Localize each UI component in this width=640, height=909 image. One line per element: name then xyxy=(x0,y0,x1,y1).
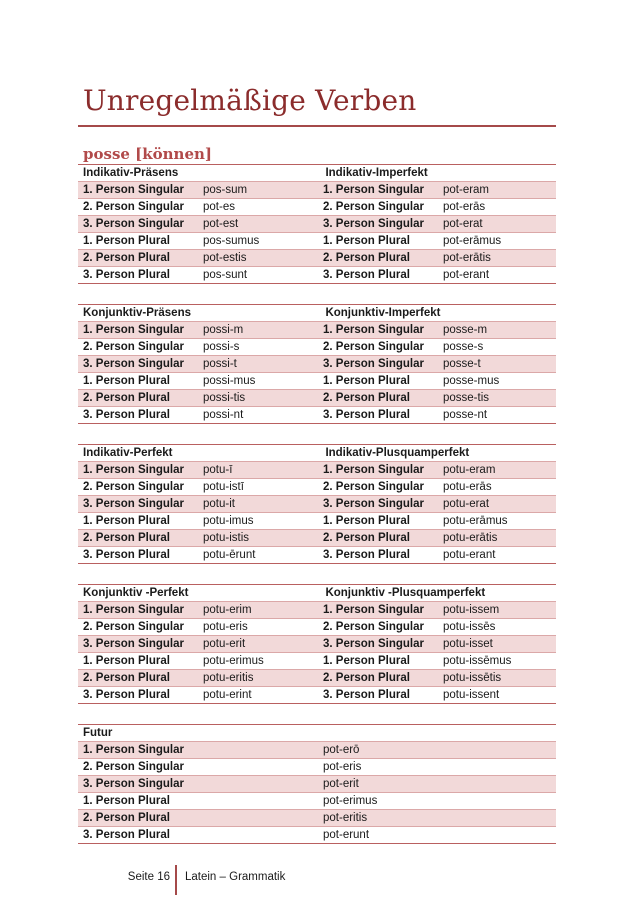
person-label: 1. Person Singular xyxy=(323,184,424,196)
verb-form: possi-nt xyxy=(203,409,244,421)
person-label: 1. Person Plural xyxy=(323,235,410,247)
verb-form: possi-t xyxy=(203,358,237,370)
person-label: 2. Person Plural xyxy=(83,532,170,544)
conjugation-row xyxy=(78,232,556,249)
person-label: 2. Person Plural xyxy=(83,252,170,264)
verb-form: pot-erātis xyxy=(443,252,491,264)
person-label: 1. Person Plural xyxy=(83,235,170,247)
person-label: 1. Person Singular xyxy=(83,324,184,336)
conjugation-row xyxy=(78,826,556,843)
conjugation-row xyxy=(78,478,556,495)
verb-form: pot-erō xyxy=(323,744,360,756)
tense-section xyxy=(78,304,556,424)
verb-form: potu-istī xyxy=(203,481,244,493)
person-label: 3. Person Plural xyxy=(323,549,410,561)
verb-form: pot-est xyxy=(203,218,239,230)
person-label: 3. Person Plural xyxy=(83,689,170,701)
verb-form: pot-erit xyxy=(323,778,359,790)
conjugation-row xyxy=(78,686,556,703)
tense-header: Futur xyxy=(83,727,113,739)
person-label: 2. Person Plural xyxy=(323,392,410,404)
conjugation-row xyxy=(78,406,556,423)
verb-form: potu-it xyxy=(203,498,235,510)
person-label: 3. Person Plural xyxy=(83,409,170,421)
verb-form: potu-eris xyxy=(203,621,248,633)
verb-form: pot-erimus xyxy=(323,795,378,807)
verb-form: potu-erant xyxy=(443,549,496,561)
verb-form: possi-s xyxy=(203,341,240,353)
conjugation-row xyxy=(78,389,556,406)
person-label: 3. Person Plural xyxy=(83,829,170,841)
person-label: 1. Person Plural xyxy=(83,795,170,807)
verb-form: posse-s xyxy=(443,341,484,353)
verb-form: posse-m xyxy=(443,324,488,336)
conjugation-row xyxy=(78,372,556,389)
verb-form: potu-ī xyxy=(203,464,233,476)
footer-divider xyxy=(175,865,177,895)
verb-form: potu-issēmus xyxy=(443,655,512,667)
verb-form: potu-ērunt xyxy=(203,549,256,561)
person-label: 2. Person Plural xyxy=(83,392,170,404)
conjugation-row xyxy=(78,618,556,635)
verb-form: pot-estis xyxy=(203,252,247,264)
verb-form: pot-erāmus xyxy=(443,235,502,247)
verb-form: potu-isset xyxy=(443,638,493,650)
conjugation-row xyxy=(78,809,556,826)
tense-header: Konjunktiv -Plusquamperfekt xyxy=(325,587,486,599)
person-label: 1. Person Singular xyxy=(323,324,424,336)
person-label: 3. Person Singular xyxy=(323,498,424,510)
verb-form: pot-erās xyxy=(443,201,486,213)
conjugation-row xyxy=(78,741,556,758)
tense-header: Indikativ-Perfekt xyxy=(83,447,173,459)
conjugation-row xyxy=(78,652,556,669)
conjugation-row xyxy=(78,249,556,266)
person-label: 1. Person Singular xyxy=(83,744,184,756)
conjugation-row xyxy=(78,266,556,283)
verb-form: potu-eritis xyxy=(203,672,254,684)
conjugation-row xyxy=(78,546,556,563)
person-label: 2. Person Plural xyxy=(323,672,410,684)
conjugation-row xyxy=(78,775,556,792)
verb-form: pot-eram xyxy=(443,184,490,196)
verb-form: pot-erat xyxy=(443,218,483,230)
verb-form: potu-imus xyxy=(203,515,254,527)
person-label: 3. Person Plural xyxy=(323,269,410,281)
person-label: 3. Person Singular xyxy=(323,358,424,370)
verb-form: potu-istis xyxy=(203,532,250,544)
tense-header: Indikativ-Plusquamperfekt xyxy=(325,447,470,459)
person-label: 2. Person Singular xyxy=(323,621,424,633)
person-label: 1. Person Singular xyxy=(83,464,184,476)
page-title: Unregelmäßige Verben xyxy=(83,84,417,117)
person-label: 2. Person Plural xyxy=(83,672,170,684)
conjugation-row xyxy=(78,529,556,546)
verb-form: posse-tis xyxy=(443,392,490,404)
conjugation-row xyxy=(78,512,556,529)
verb-form: potu-erat xyxy=(443,498,490,510)
conjugation-row xyxy=(78,215,556,232)
verb-form: pot-es xyxy=(203,201,235,213)
tense-header: Konjunktiv -Perfekt xyxy=(83,587,189,599)
person-label: 2. Person Singular xyxy=(83,481,184,493)
person-label: 1. Person Plural xyxy=(323,515,410,527)
person-label: 1. Person Plural xyxy=(83,375,170,387)
person-label: 2. Person Singular xyxy=(323,481,424,493)
verb-form: pot-eritis xyxy=(323,812,368,824)
verb-form: possi-m xyxy=(203,324,244,336)
verb-form: potu-erātis xyxy=(443,532,498,544)
tense-section xyxy=(78,444,556,564)
conjugation-row xyxy=(78,461,556,478)
section-header-row xyxy=(78,725,556,741)
page-number: Seite 16 xyxy=(127,871,170,883)
conjugation-row xyxy=(78,181,556,198)
person-label: 1. Person Plural xyxy=(83,515,170,527)
book-title: Latein – Grammatik xyxy=(185,871,286,883)
verb-subtitle: posse [können] xyxy=(83,145,213,163)
person-label: 2. Person Singular xyxy=(323,341,424,353)
verb-form: pot-erant xyxy=(443,269,490,281)
conjugation-tables xyxy=(78,164,556,864)
person-label: 1. Person Plural xyxy=(323,375,410,387)
person-label: 2. Person Singular xyxy=(83,761,184,773)
conjugation-row xyxy=(78,338,556,355)
person-label: 3. Person Singular xyxy=(83,638,184,650)
person-label: 2. Person Singular xyxy=(83,621,184,633)
tense-section xyxy=(78,584,556,704)
person-label: 3. Person Plural xyxy=(323,409,410,421)
tense-header: Indikativ-Imperfekt xyxy=(325,167,428,179)
conjugation-row xyxy=(78,758,556,775)
verb-form: possi-tis xyxy=(203,392,246,404)
verb-form: pot-erunt xyxy=(323,829,370,841)
verb-form: pos-sum xyxy=(203,184,248,196)
verb-form: posse-mus xyxy=(443,375,500,387)
person-label: 1. Person Plural xyxy=(323,655,410,667)
verb-form: potu-issem xyxy=(443,604,500,616)
person-label: 1. Person Singular xyxy=(323,604,424,616)
conjugation-row xyxy=(78,321,556,338)
verb-form: posse-t xyxy=(443,358,481,370)
tense-header: Indikativ-Präsens xyxy=(83,167,179,179)
person-label: 3. Person Singular xyxy=(83,778,184,790)
person-label: 2. Person Plural xyxy=(83,812,170,824)
person-label: 2. Person Singular xyxy=(323,201,424,213)
conjugation-row xyxy=(78,355,556,372)
conjugation-row xyxy=(78,635,556,652)
verb-form: potu-eram xyxy=(443,464,496,476)
conjugation-row xyxy=(78,601,556,618)
page-footer xyxy=(0,865,640,895)
person-label: 1. Person Singular xyxy=(83,184,184,196)
verb-form: pos-sumus xyxy=(203,235,260,247)
person-label: 2. Person Singular xyxy=(83,201,184,213)
section-header-row xyxy=(78,445,556,461)
person-label: 1. Person Plural xyxy=(83,655,170,667)
person-label: 2. Person Singular xyxy=(83,341,184,353)
tense-header: Konjunktiv-Präsens xyxy=(83,307,191,319)
person-label: 3. Person Singular xyxy=(323,638,424,650)
tense-section xyxy=(78,164,556,284)
conjugation-row xyxy=(78,198,556,215)
verb-form: potu-erās xyxy=(443,481,492,493)
person-label: 3. Person Singular xyxy=(83,218,184,230)
verb-form: pot-eris xyxy=(323,761,362,773)
tense-header: Konjunktiv-Imperfekt xyxy=(325,307,441,319)
verb-form: potu-issētis xyxy=(443,672,502,684)
person-label: 1. Person Singular xyxy=(83,604,184,616)
conjugation-row xyxy=(78,495,556,512)
tense-section-futur xyxy=(78,724,556,844)
person-label: 1. Person Singular xyxy=(323,464,424,476)
person-label: 2. Person Plural xyxy=(323,532,410,544)
verb-form: potu-erāmus xyxy=(443,515,508,527)
title-rule xyxy=(78,125,556,127)
verb-form: potu-issent xyxy=(443,689,500,701)
verb-form: pos-sunt xyxy=(203,269,248,281)
verb-form: potu-erimus xyxy=(203,655,264,667)
person-label: 3. Person Plural xyxy=(83,269,170,281)
person-label: 3. Person Plural xyxy=(83,549,170,561)
person-label: 2. Person Plural xyxy=(323,252,410,264)
verb-form: potu-erim xyxy=(203,604,252,616)
section-header-row xyxy=(78,305,556,321)
person-label: 3. Person Singular xyxy=(323,218,424,230)
conjugation-row xyxy=(78,669,556,686)
verb-form: potu-erint xyxy=(203,689,252,701)
verb-form: posse-nt xyxy=(443,409,488,421)
verb-form: possi-mus xyxy=(203,375,256,387)
conjugation-row xyxy=(78,792,556,809)
verb-form: potu-erit xyxy=(203,638,246,650)
verb-form: potu-issēs xyxy=(443,621,496,633)
person-label: 3. Person Singular xyxy=(83,498,184,510)
section-header-row xyxy=(78,585,556,601)
person-label: 3. Person Singular xyxy=(83,358,184,370)
section-header-row xyxy=(78,165,556,181)
person-label: 3. Person Plural xyxy=(323,689,410,701)
